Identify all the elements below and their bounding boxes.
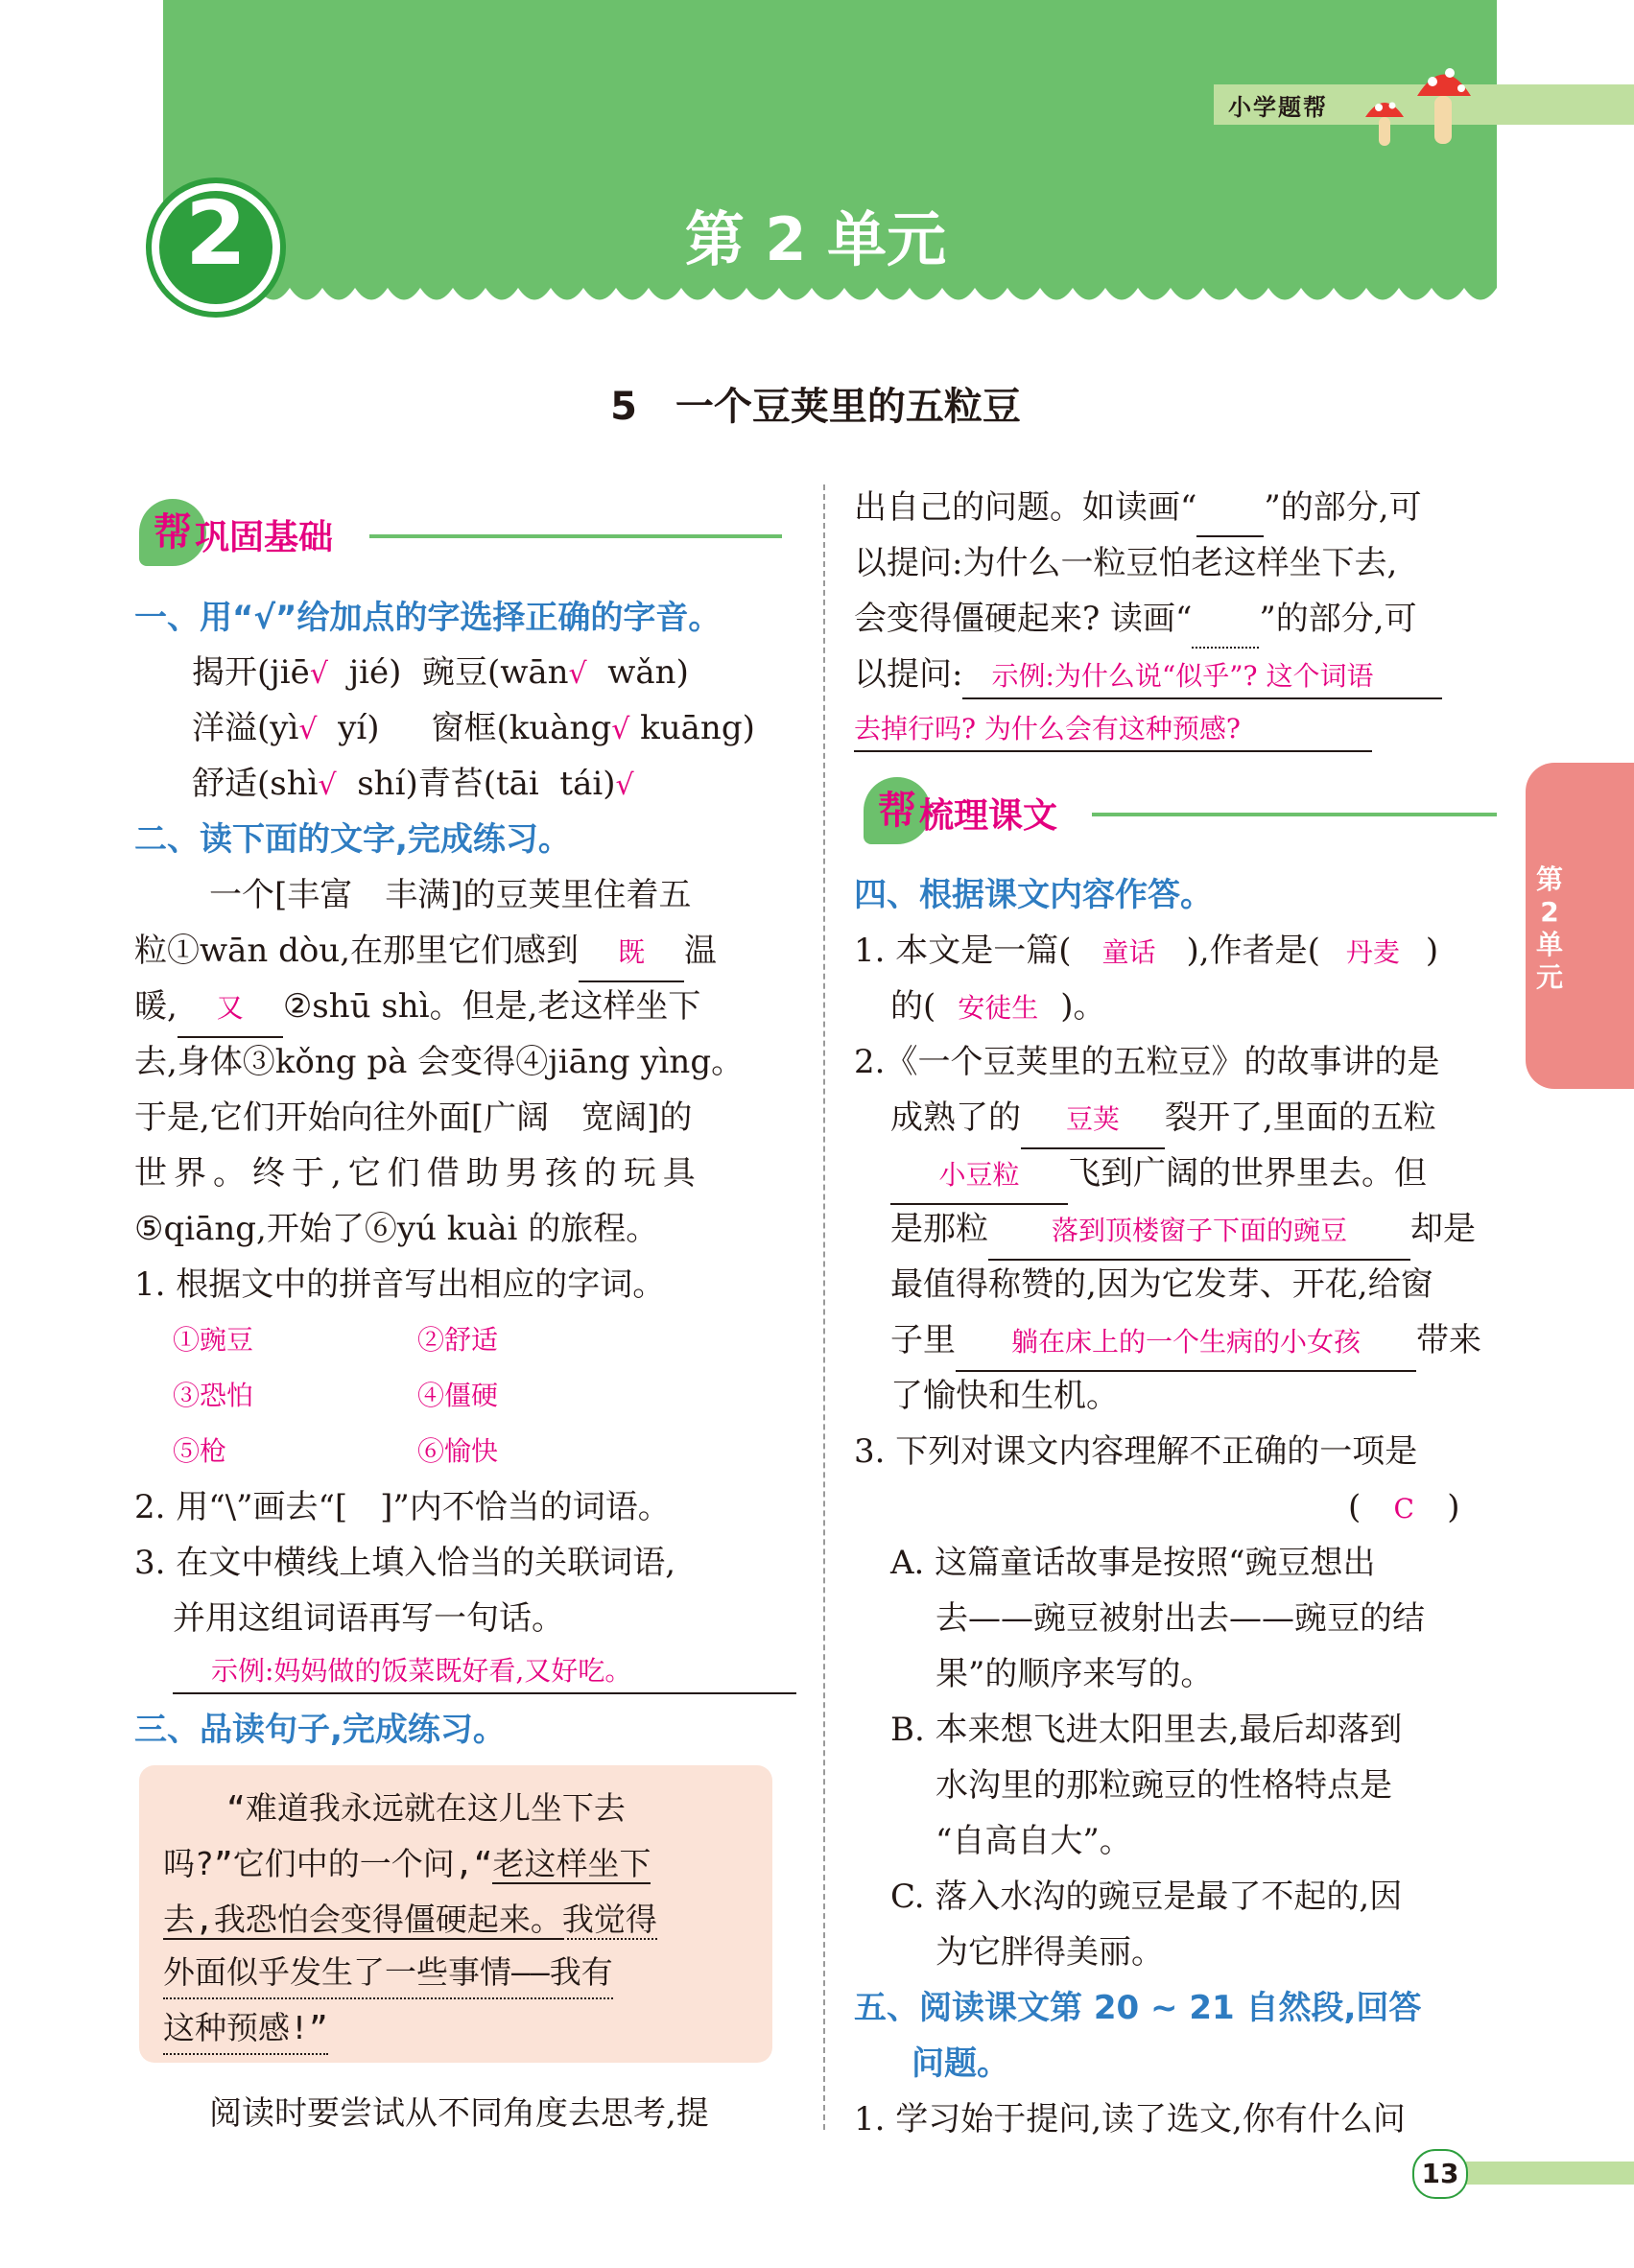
answer-1: ①豌豆: [173, 1324, 254, 1356]
q4-2-line-5: 最值得称赞的,因为它发芽、开花,给窗: [890, 1265, 1433, 1304]
section-rule: [1092, 813, 1497, 816]
brand-badge-text: 小学题帮: [1228, 94, 1328, 121]
sub-question-3-answer: 示例:妈妈做的饭菜既好看,又好吃。: [173, 1650, 796, 1694]
q4-1-line-1: 1. 本文是一篇( 童话 ),作者是( 丹麦 ): [854, 932, 1439, 970]
right-line-4: 以提问: 示例:为什么说“似乎”? 这个词语: [854, 647, 1442, 702]
section-label: 梳理课文: [919, 796, 1058, 836]
question-2-title: 二、读下面的文字,完成练习。: [134, 820, 571, 859]
sub-question-3: 3. 在文中横线上填入恰当的关联词语,: [134, 1544, 676, 1582]
option-a-1: A. 这篇童话故事是按照“豌豆想出: [890, 1544, 1376, 1582]
option-c-1: C. 落入水沟的豌豆是最了不起的,因: [890, 1878, 1403, 1916]
quote-line-4: 外面似乎发生了一些事情——我有: [163, 1948, 613, 1999]
question-1-title: 一、用“√”给加点的字选择正确的字音。: [134, 599, 722, 637]
passage-line-7: ⑤qiāng,开始了⑥yú kuài 的旅程。: [134, 1210, 659, 1248]
passage-line-3: 暖, 又 ②shū shì。但是,老这样坐下: [134, 979, 700, 1038]
passage-line-1: 一个[丰富 丰满]的豆荚里住着五: [209, 876, 692, 914]
q4-2-line-4: 是那粒 落到顶楼窗子下面的豌豆 却是: [890, 1201, 1476, 1261]
q1-row-1: 揭开(jiē√ jié) 豌豆(wān√ wǎn): [192, 653, 689, 692]
section-label: 巩固基础: [195, 518, 334, 557]
header-wave: [163, 273, 1497, 312]
option-a-3: 果”的顺序来写的。: [935, 1655, 1214, 1693]
answer-6: ⑥愉快: [417, 1435, 499, 1467]
option-b-1: B. 本来想飞进太阳里去,最后却落到: [890, 1711, 1403, 1749]
question-5-title: 五、阅读课文第 20 ~ 21 自然段,回答: [854, 1989, 1422, 2027]
quote-line-2: 吗?”它们中的一个问,“老这样坐下: [163, 1845, 651, 1882]
right-line-2: 以提问:为什么一粒豆怕老这样坐下去,: [854, 544, 1398, 582]
q4-2-line-7: 了愉快和生机。: [890, 1377, 1119, 1415]
passage-line-6: 世界。终于,它们借助男孩的玩具: [134, 1154, 702, 1193]
quote-line-1: “难道我永远就在这儿坐下去: [163, 1789, 626, 1827]
q4-2-line-3: 小豆粒 飞到广阔的世界里去。但: [890, 1146, 1427, 1205]
q4-1-line-2: 的( 安徒生 )。: [890, 987, 1106, 1026]
section-header-review: [864, 777, 1497, 844]
answer-3: ③恐怕: [173, 1380, 254, 1411]
q5-1-line-1: 1. 学习始于提问,读了选文,你有什么问: [854, 2100, 1406, 2138]
option-a-2: 去——豌豆被射出去——豌豆的结: [935, 1599, 1425, 1638]
mushroom-icon: [1358, 58, 1473, 149]
question-4-title: 四、根据课文内容作答。: [854, 876, 1213, 914]
unit-title: 第 2 单元: [684, 204, 947, 274]
right-answer-line-2: 去掉行吗? 为什么会有这种预感?: [854, 708, 1372, 752]
passage-line-5: 于是,它们开始向往外面[广阔 宽阔]的: [134, 1099, 693, 1137]
lesson-title: 5 一个豆荚里的五粒豆: [610, 385, 1021, 429]
bang-icon: 帮: [864, 777, 931, 844]
passage-line-2: 粒①wān dòu,在那里它们感到 既 温: [134, 923, 717, 982]
question-5-title-cont: 问题。: [912, 2044, 1009, 2083]
side-tab-label: 第2单元: [1535, 863, 1563, 993]
section-header-basics: [139, 499, 782, 566]
q1-row-3: 舒适(shì√ shí)青苔(tāi tái)√: [192, 765, 634, 803]
sub-question-3-cont: 并用这组词语再写一句话。: [173, 1599, 564, 1638]
answer-2: ②舒适: [417, 1324, 499, 1356]
q4-2-line-1: 2.《一个豆荚里的五粒豆》的故事讲的是: [854, 1043, 1440, 1081]
column-divider: [823, 484, 825, 2130]
unit-number: 2: [184, 182, 247, 285]
sub-question-2: 2. 用“\”画去“[ ]”内不恰当的词语。: [134, 1488, 671, 1526]
bang-icon: 帮: [139, 499, 206, 566]
right-line-1: 出自己的问题。如读画“ ”的部分,可: [854, 480, 1422, 537]
q4-2-line-6: 子里 躺在床上的一个生病的小女孩 带来: [890, 1312, 1481, 1372]
right-line-3: 会变得僵硬起来? 读画“ ”的部分,可: [854, 591, 1417, 649]
section-rule: [369, 534, 782, 538]
answer-5: ⑤枪: [173, 1435, 227, 1467]
page-number-strip: [1439, 2162, 1634, 2185]
option-c-2: 为它胖得美丽。: [935, 1933, 1164, 1972]
left-bottom-line: 阅读时要尝试从不同角度去思考,提: [209, 2094, 709, 2133]
question-3-title: 三、品读句子,完成练习。: [134, 1711, 506, 1749]
option-b-3: “自高自大”。: [935, 1822, 1132, 1860]
q4-2-line-2: 成熟了的 豆荚 裂开了,里面的五粒: [890, 1090, 1436, 1149]
passage-line-4: 去,身体③kǒng pà 会变得④jiāng yìng。: [134, 1043, 745, 1081]
page-number: 13: [1412, 2149, 1468, 2199]
q4-3-answer: ( C ): [1348, 1488, 1460, 1526]
option-b-2: 水沟里的那粒豌豆的性格特点是: [935, 1766, 1392, 1805]
quote-line-5: 这种预感!”: [163, 2003, 328, 2055]
answer-4: ④僵硬: [417, 1380, 499, 1411]
q4-3-line-1: 3. 下列对课文内容理解不正确的一项是: [854, 1432, 1418, 1471]
q1-row-2: 洋溢(yì√ yí) 窗框(kuàng√ kuāng): [192, 709, 755, 747]
sub-question-1: 1. 根据文中的拼音写出相应的字词。: [134, 1265, 666, 1304]
quote-line-3: 去,我恐怕会变得僵硬起来。我觉得: [163, 1901, 657, 1938]
